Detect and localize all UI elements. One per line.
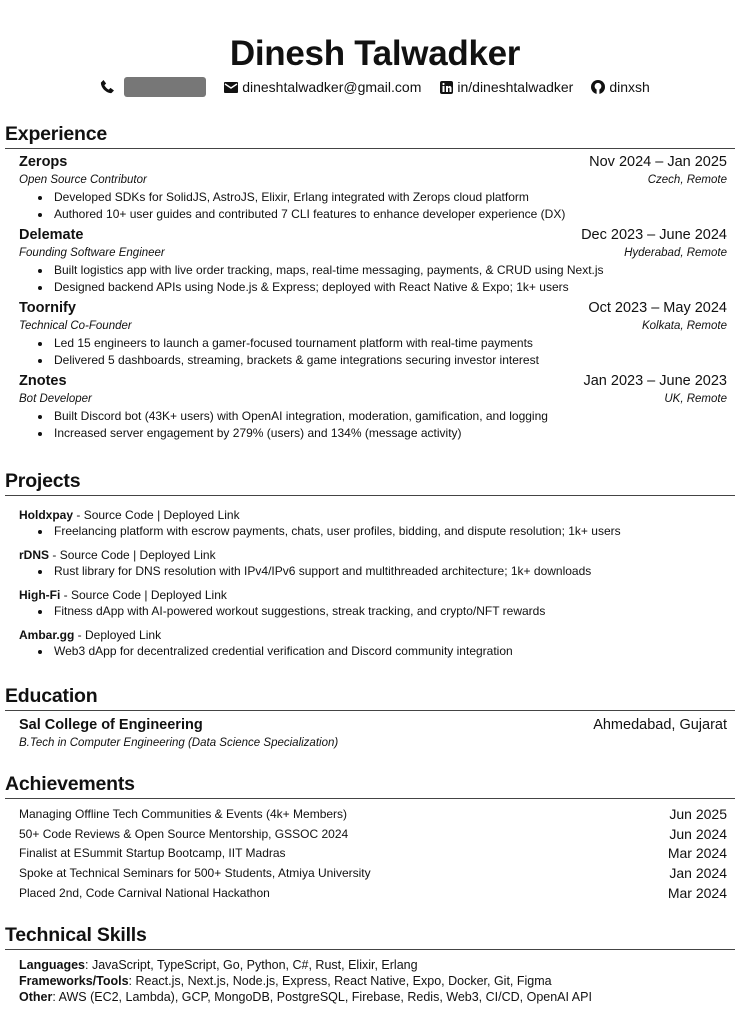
section-heading: Technical Skills	[5, 924, 735, 950]
school-location: Ahmedabad, Gujarat	[593, 717, 727, 733]
project-entry	[19, 547, 735, 587]
bullet-list	[19, 408, 735, 441]
project-entry	[19, 627, 735, 667]
job-location: Czech, Remote	[647, 174, 727, 186]
bullet-item: • Web3 dApp for decentralized credential verification and Discord community integration	[52, 643, 735, 660]
section-heading: Achievements	[5, 773, 735, 799]
section-heading: Experience	[5, 123, 735, 149]
bullet-list	[19, 603, 735, 620]
project-entry	[19, 507, 735, 547]
github-icon	[591, 80, 605, 94]
section-heading: Education	[5, 685, 735, 711]
experience-entry	[19, 299, 735, 372]
achievement-date: Mar 2024	[667, 885, 727, 902]
entry-subheader	[19, 391, 727, 408]
entry-subheader	[19, 172, 727, 189]
job-title: Technical Co-Founder	[19, 320, 132, 332]
bullet-item: • Designed backend APIs using Node.js & Express; deployed with React Native & Expo; 1k+ users	[52, 279, 735, 296]
achievement-text: Spoke at Technical Seminars for 500+ Students, Atmiya University	[19, 866, 371, 881]
achievement-text: Finalist at ESummit Startup Bootcamp, IIT Madras	[19, 846, 286, 861]
skill-row	[19, 957, 735, 973]
achievement-text: Managing Offline Tech Communities & Events (4k+ Members)	[19, 806, 348, 821]
skill-category: Frameworks/Tools	[19, 974, 129, 988]
job-location: Hyderabad, Remote	[624, 247, 727, 259]
bullet-list	[19, 643, 735, 660]
date-range: Oct 2023 – May 2024	[588, 300, 727, 316]
entry-header	[19, 153, 727, 172]
contact-row	[0, 77, 750, 97]
linkedin-text: in/dineshtalwadker	[457, 79, 574, 95]
bullet-item: • Fitness dApp with AI-powered workout suggestions, streak tracking, and crypto/NFT rewards	[52, 603, 735, 620]
candidate-name: Dinesh Talwadker	[229, 34, 521, 73]
achievement-row	[19, 824, 727, 844]
email-text: dineshtalwadker@gmail.com	[242, 79, 422, 95]
project-link-deployed-link[interactable]: Deployed Link	[163, 508, 240, 522]
skill-row	[19, 989, 735, 1005]
bullet-list	[19, 563, 735, 580]
project-name: Ambar.gg	[19, 628, 75, 642]
envelope-icon	[224, 80, 238, 94]
education-section	[5, 685, 735, 752]
bullet-item: • Built Discord bot (43K+ users) with OpenAI integration, moderation, gamification, and logging	[52, 408, 735, 425]
bullet-item: • Built logistics app with live order tracking, maps, real-time messaging, payments, & CRUD using Next.js	[52, 262, 735, 279]
entry-subheader	[19, 318, 727, 335]
achievement-date: Jan 2024	[669, 865, 727, 882]
bullet-list	[19, 189, 735, 222]
github-link[interactable]	[591, 79, 649, 95]
github-text: dinxsh	[609, 79, 650, 95]
job-location: UK, Remote	[664, 393, 727, 405]
phone-contact	[100, 77, 206, 97]
experience-entry	[19, 153, 735, 226]
linkedin-icon	[439, 80, 453, 94]
job-title: Founding Software Engineer	[19, 247, 165, 259]
project-header: Holdxpay - Source Code | Deployed Link	[19, 508, 240, 522]
projects-section	[5, 470, 735, 667]
school-name: Sal College of Engineering	[19, 717, 203, 733]
project-link-source-code[interactable]: Source Code	[71, 588, 142, 602]
company-name: Toornify	[19, 300, 76, 316]
phone-icon	[100, 80, 114, 94]
job-title: Bot Developer	[19, 393, 92, 405]
entry-header	[19, 372, 727, 391]
bullet-list	[19, 523, 735, 540]
achievement-row	[19, 844, 727, 864]
skill-values: : AWS (EC2, Lambda), GCP, MongoDB, PostgreSQL, Firebase, Redis, Web3, CI/CD, OpenAI API	[52, 990, 592, 1004]
company-name: Zerops	[19, 154, 68, 170]
project-link-deployed-link[interactable]: Deployed Link	[150, 588, 227, 602]
skills-section	[5, 924, 735, 1005]
bullet-item: • Rust library for DNS resolution with IPv4/IPv6 support and multithreaded architecture; 1k+ downloads	[52, 563, 735, 580]
entry-header	[19, 299, 727, 318]
redacted-phone-number	[124, 77, 206, 97]
project-header: High-Fi - Source Code | Deployed Link	[19, 588, 227, 602]
date-range: Dec 2023 – June 2024	[581, 227, 727, 243]
skill-row	[19, 973, 735, 989]
project-header: rDNS - Source Code | Deployed Link	[19, 548, 216, 562]
achievements-section	[5, 773, 735, 903]
project-name: Holdxpay	[19, 508, 74, 522]
skill-values: : React.js, Next.js, Node.js, Express, React Native, Expo, Docker, Git, Figma	[128, 974, 552, 988]
experience-entry	[19, 372, 735, 445]
bullet-item: • Freelancing platform with escrow payments, chats, user profiles, bidding, and dispute resolution; 1k+ users	[52, 523, 735, 540]
section-heading: Projects	[5, 470, 735, 496]
skill-category: Other	[19, 990, 53, 1004]
job-title: Open Source Contributor	[19, 174, 147, 186]
achievement-date: Jun 2025	[669, 805, 727, 822]
skill-values: : JavaScript, TypeScript, Go, Python, C#, Rust, Elixir, Erlang	[85, 958, 418, 972]
project-name: High-Fi	[19, 588, 61, 602]
achievement-row	[19, 883, 727, 903]
project-entry	[19, 587, 735, 627]
email-link[interactable]	[224, 79, 421, 95]
bullet-list	[19, 335, 735, 368]
company-name: Znotes	[19, 373, 67, 389]
achievement-row	[19, 804, 727, 824]
project-name: rDNS	[19, 548, 50, 562]
entry-header	[19, 226, 727, 245]
achievement-text: Placed 2nd, Code Carnival National Hackathon	[19, 886, 270, 901]
degree: B.Tech in Computer Engineering (Data Science Specialization)	[19, 737, 339, 749]
date-range: Nov 2024 – Jan 2025	[589, 154, 727, 170]
bullet-item: • Led 15 engineers to launch a gamer-focused tournament platform with real-time payments	[52, 335, 735, 352]
achievement-row	[19, 863, 727, 883]
experience-section	[5, 123, 735, 445]
achievement-date: Jun 2024	[669, 825, 727, 842]
project-header: Ambar.gg - Deployed Link	[19, 628, 162, 642]
linkedin-link[interactable]	[439, 79, 573, 95]
bullet-item: • Delivered 5 dashboards, streaming, brackets & game integrations securing investor interest	[52, 352, 735, 369]
project-link-deployed-link[interactable]: Deployed Link	[139, 548, 216, 562]
achievement-text: 50+ Code Reviews & Open Source Mentorship, GSSOC 2024	[19, 826, 349, 841]
project-link-deployed-link[interactable]: Deployed Link	[85, 628, 162, 642]
bullet-item: • Authored 10+ user guides and contributed 7 CLI features to enhance developer experience (DX)	[52, 206, 735, 223]
bullet-item: • Developed SDKs for SolidJS, AstroJS, Elixir, Erlang integrated with Zerops cloud platform	[52, 189, 735, 206]
experience-entry	[19, 226, 735, 299]
project-link-source-code[interactable]: Source Code	[59, 548, 130, 562]
bullet-item: • Increased server engagement by 279% (users) and 134% (message activity)	[52, 425, 735, 442]
entry-subheader	[19, 245, 727, 262]
achievement-date: Mar 2024	[667, 845, 727, 862]
project-link-source-code[interactable]: Source Code	[83, 508, 154, 522]
bullet-list	[19, 262, 735, 295]
job-location: Kolkata, Remote	[641, 320, 727, 332]
skill-category: Languages	[19, 958, 85, 972]
company-name: Delemate	[19, 227, 84, 243]
date-range: Jan 2023 – June 2023	[583, 373, 727, 389]
